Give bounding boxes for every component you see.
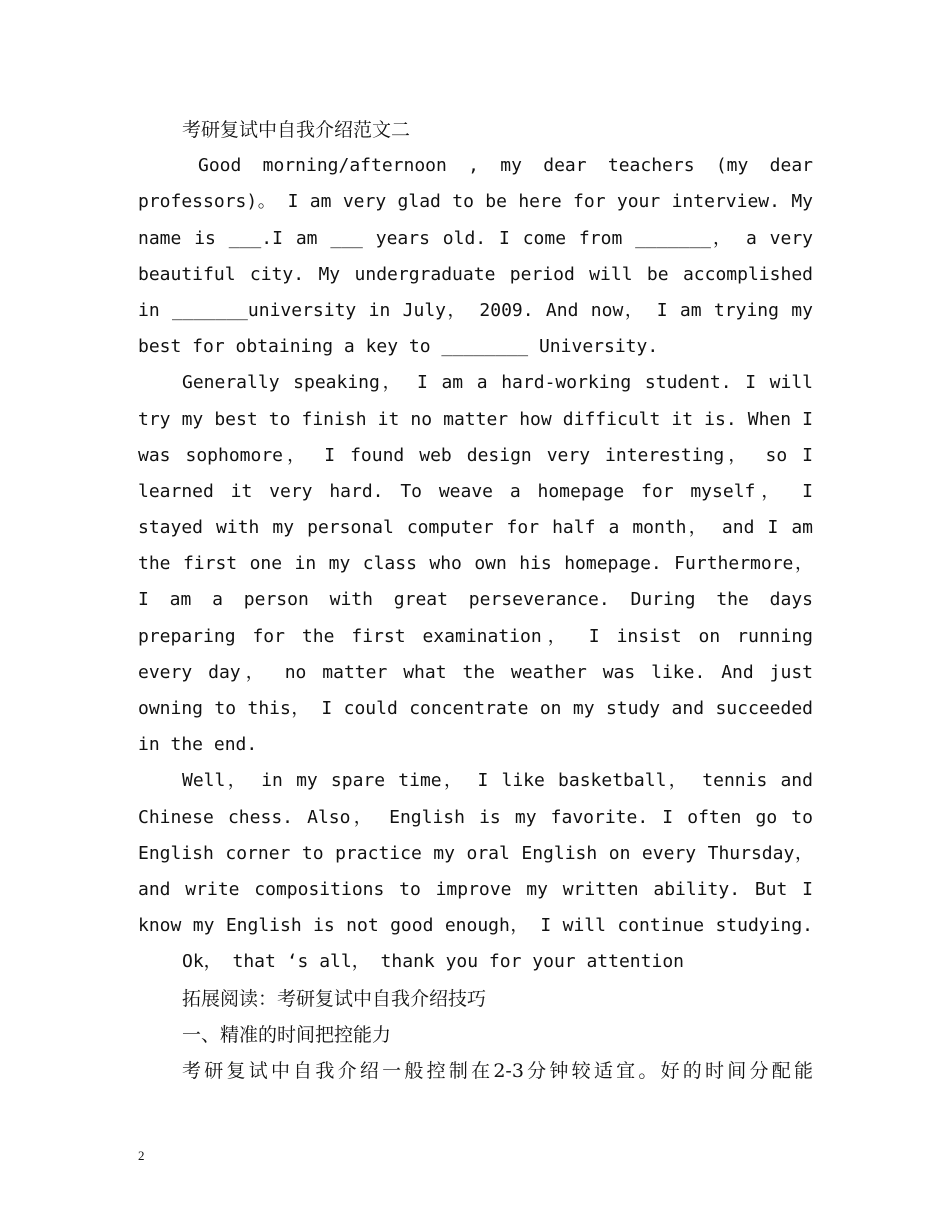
paragraph-2-line-2: try my best to finish it no matter how difficult it is. When I bbox=[138, 408, 813, 430]
paragraph-4-line-1: Ok， that ‘s all， thank you for your attention bbox=[182, 951, 684, 973]
paragraph-2-line-9: every day， no matter what the weather was like. And just bbox=[138, 661, 813, 683]
paragraph-1-line-1: Good morning/afternoon , my dear teachers (my dear bbox=[198, 155, 813, 177]
paragraph-1-line-3: name is ___.I am ___ years old. I come from _______， a very bbox=[138, 227, 813, 249]
paragraph-3-line-1: Well， in my spare time， I like basketball， tennis and bbox=[182, 770, 813, 792]
paragraph-2-line-4: learned it very hard. To weave a homepage for myself， I bbox=[138, 480, 813, 502]
section-paragraph-line-1: 考研复试中自我介绍一般控制在2-3分钟较适宜。好的时间分配能 bbox=[182, 1059, 813, 1082]
paragraph-2-line-10: owning to this， I could concentrate on my study and succeeded bbox=[138, 698, 813, 719]
paragraph-1-line-4: beautiful city. My undergraduate period will be accomplished bbox=[138, 263, 813, 285]
document-body bbox=[138, 112, 813, 1089]
paragraph-3-line-4: and write compositions to improve my written ability. But I bbox=[138, 878, 813, 900]
paragraph-3-line-5: know my English is not good enough， I will continue studying. bbox=[138, 915, 813, 937]
page-number: 2 bbox=[138, 1148, 145, 1163]
paragraph-1-line-5: in _______university in July， 2009. And now， I am trying my bbox=[138, 299, 813, 321]
extended-reading-heading: 拓展阅读：考研复试中自我介绍技巧 bbox=[182, 987, 487, 1010]
paragraph-1-line-6: best for obtaining a key to ________ University. bbox=[138, 336, 659, 358]
paragraph-2-line-1: Generally speaking， I am a hard-working student. I will bbox=[182, 372, 813, 394]
paragraph-2-line-11: in the end. bbox=[138, 734, 258, 756]
section-heading-1: 一、精准的时间把控能力 bbox=[182, 1023, 392, 1046]
paragraph-2-line-5: stayed with my personal computer for half a month， and I am bbox=[138, 517, 813, 539]
paragraph-1-line-2: professors)。 I am very glad to be here for your interview. My bbox=[138, 191, 813, 213]
paragraph-3-line-3: English corner to practice my oral English on every Thursday， bbox=[138, 842, 813, 864]
paragraph-2-line-7: I am a person with great perseverance. During the days bbox=[138, 589, 813, 611]
paragraph-2-line-3: was sophomore， I found web design very interesting， so I bbox=[138, 444, 813, 466]
paragraph-3-line-2: Chinese chess. Also， English is my favorite. I often go to bbox=[138, 806, 813, 828]
paragraph-2-line-8: preparing for the first examination， I insist on running bbox=[138, 625, 813, 647]
document-title: 考研复试中自我介绍范文二 bbox=[182, 119, 411, 141]
paragraph-2-line-6: the first one in my class who own his homepage. Furthermore， bbox=[138, 553, 813, 575]
